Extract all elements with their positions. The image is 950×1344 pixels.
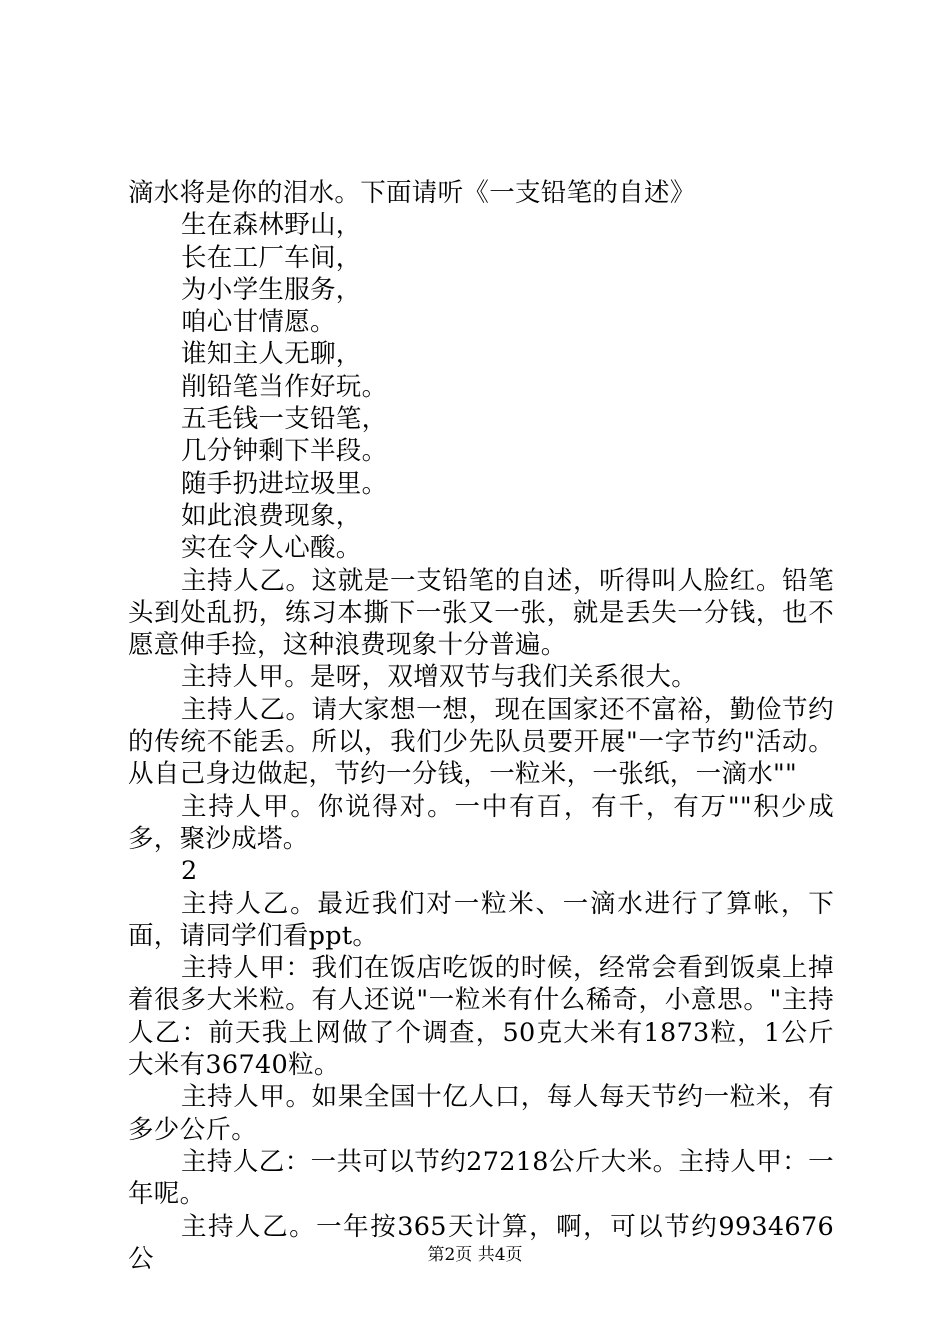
- paragraph: 主持人甲。你说得对。一中有百，有千，有万""积少成多，聚沙成塔。: [128, 791, 834, 854]
- poem-line: 长在工厂车间，: [181, 242, 362, 273]
- paragraph: 主持人甲：我们在饭店吃饭的时候，经常会看到饭桌上掉着很多大米粒。有人还说"一粒米有什么稀奇，小意思。"主持人乙：前天我上网做了个调查，50克大米有1873粒，1公斤大米有36740粒。: [128, 953, 834, 1081]
- paragraph: 主持人乙。一年按365天计算，啊，可以节约9934676公: [128, 1211, 834, 1274]
- paragraph: 主持人甲。是呀，双增双节与我们关系很大。: [181, 662, 698, 693]
- poem-line: 削铅笔当作好玩。: [181, 371, 388, 402]
- paragraph: 主持人乙。这就是一支铅笔的自述，听得叫人脸红。铅笔头到处乱扔，练习本撕下一张又一张，就是丢失一分钱，也不愿意伸手捡，这种浪费现象十分普遍。: [128, 565, 834, 661]
- paragraph: 主持人乙：一共可以节约27218公斤大米。主持人甲：一年呢。: [128, 1146, 834, 1210]
- poem-line: 生在森林野山，: [181, 210, 362, 241]
- poem-line: 谁知主人无聊，: [181, 339, 362, 370]
- page-number: 第2页 共4页: [427, 1245, 523, 1265]
- poem-line: 实在令人心酸。: [181, 533, 362, 564]
- poem-line: 随手扔进垃圾里。: [181, 468, 388, 499]
- section-number: 2: [181, 856, 198, 887]
- paragraph: 主持人乙。最近我们对一粒米、一滴水进行了算帐，下面，请同学们看ppt。: [128, 888, 834, 951]
- text-line: 滴水将是你的泪水。下面请听《一支铅笔的自述》: [128, 178, 696, 208]
- paragraph: 主持人乙。请大家想一想，现在国家还不富裕，勤俭节约的传统不能丢。所以，我们少先队员要开展"一字节约"活动。从自己身边做起，节约一分钱，一粒米，一张纸，一滴水"": [128, 694, 834, 790]
- document-body: [128, 177, 834, 1275]
- poem-line: 几分钟剩下半段。: [181, 436, 388, 467]
- paragraph: 主持人甲。如果全国十亿人口，每人每天节约一粒米，有多少公斤。: [128, 1082, 834, 1145]
- poem-line: 咱心甘情愿。: [181, 307, 336, 338]
- page-footer: [0, 1244, 950, 1266]
- poem-line: 如此浪费现象，: [181, 500, 362, 531]
- poem-line: 五毛钱一支铅笔，: [181, 404, 388, 435]
- poem-line: 为小学生服务，: [181, 274, 362, 305]
